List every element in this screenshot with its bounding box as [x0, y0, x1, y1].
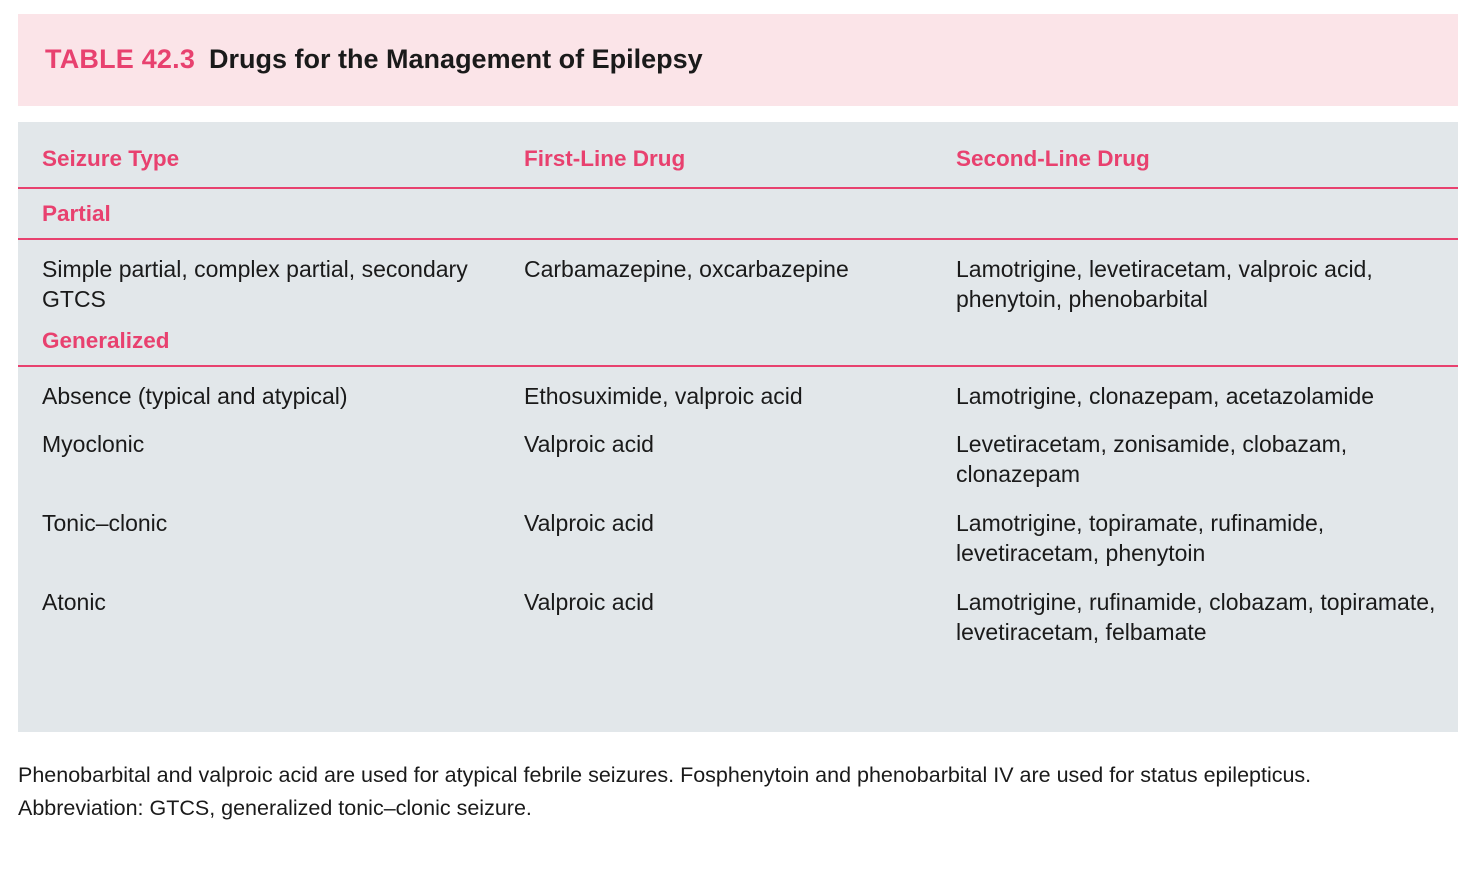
column-header-second-line-drug: Second-Line Drug [934, 122, 1458, 188]
cell-seizure-type: Simple partial, complex partial, secondary GTCS [42, 256, 468, 313]
cell-seizure-type: Atonic [42, 588, 106, 615]
cell-first-line-drug: Valproic acid [524, 509, 654, 536]
table-title-banner [18, 14, 1458, 106]
footnote-abbreviation: Abbreviation: GTCS, generalized tonic–clonic seizure. [18, 795, 532, 820]
table-row [18, 578, 1458, 657]
cell-second-line-drug: Levetiracetam, zonisamide, clobazam, clonazepam [956, 431, 1348, 488]
cell-first-line-drug: Ethosuximide, valproic acid [524, 382, 803, 409]
table-title-text: Drugs for the Management of Epilepsy [209, 44, 703, 75]
section-header-label: Generalized [18, 324, 1458, 366]
column-header-first-line-drug: First-Line Drug [504, 122, 934, 188]
table-row [18, 239, 1458, 324]
cell-seizure-type: Tonic–clonic [42, 509, 168, 536]
cell-first-line-drug: Valproic acid [524, 588, 654, 615]
table-row [18, 499, 1458, 578]
table-header-row [18, 122, 1458, 188]
table-number: TABLE 42.3 [45, 44, 196, 75]
footnote-usage: Phenobarbital and valproic acid are used for atypical febrile seizures. Fosphenytoin and phenobarbital IV are used for status epilepticus. [18, 763, 1312, 787]
cell-first-line-drug: Carbamazepine, oxcarbazepine [524, 256, 849, 282]
section-header-label: Partial [18, 188, 1458, 239]
epilepsy-drugs-table [18, 122, 1458, 656]
cell-second-line-drug: Lamotrigine, topiramate, rufinamide, levetiracetam, phenytoin [956, 509, 1325, 567]
cell-second-line-drug: Lamotrigine, rufinamide, clobazam, topiramate, levetiracetam, felbamate [956, 588, 1436, 645]
cell-second-line-drug: Lamotrigine, clonazepam, acetazolamide [956, 382, 1375, 409]
section-header-generalized [18, 324, 1458, 366]
section-header-partial [18, 188, 1458, 239]
column-header-seizure-type: Seizure Type [18, 122, 504, 188]
cell-first-line-drug: Valproic acid [524, 431, 654, 458]
table-title [18, 45, 703, 75]
cell-seizure-type: Absence (typical and atypical) [42, 382, 348, 409]
table-row [18, 420, 1458, 499]
cell-second-line-drug: Lamotrigine, levetiracetam, valproic acid, phenytoin, phenobarbital [956, 256, 1373, 313]
cell-seizure-type: Myoclonic [42, 431, 145, 458]
table-body-block [18, 122, 1458, 732]
table-footnotes [18, 760, 1438, 825]
table-row [18, 366, 1458, 420]
